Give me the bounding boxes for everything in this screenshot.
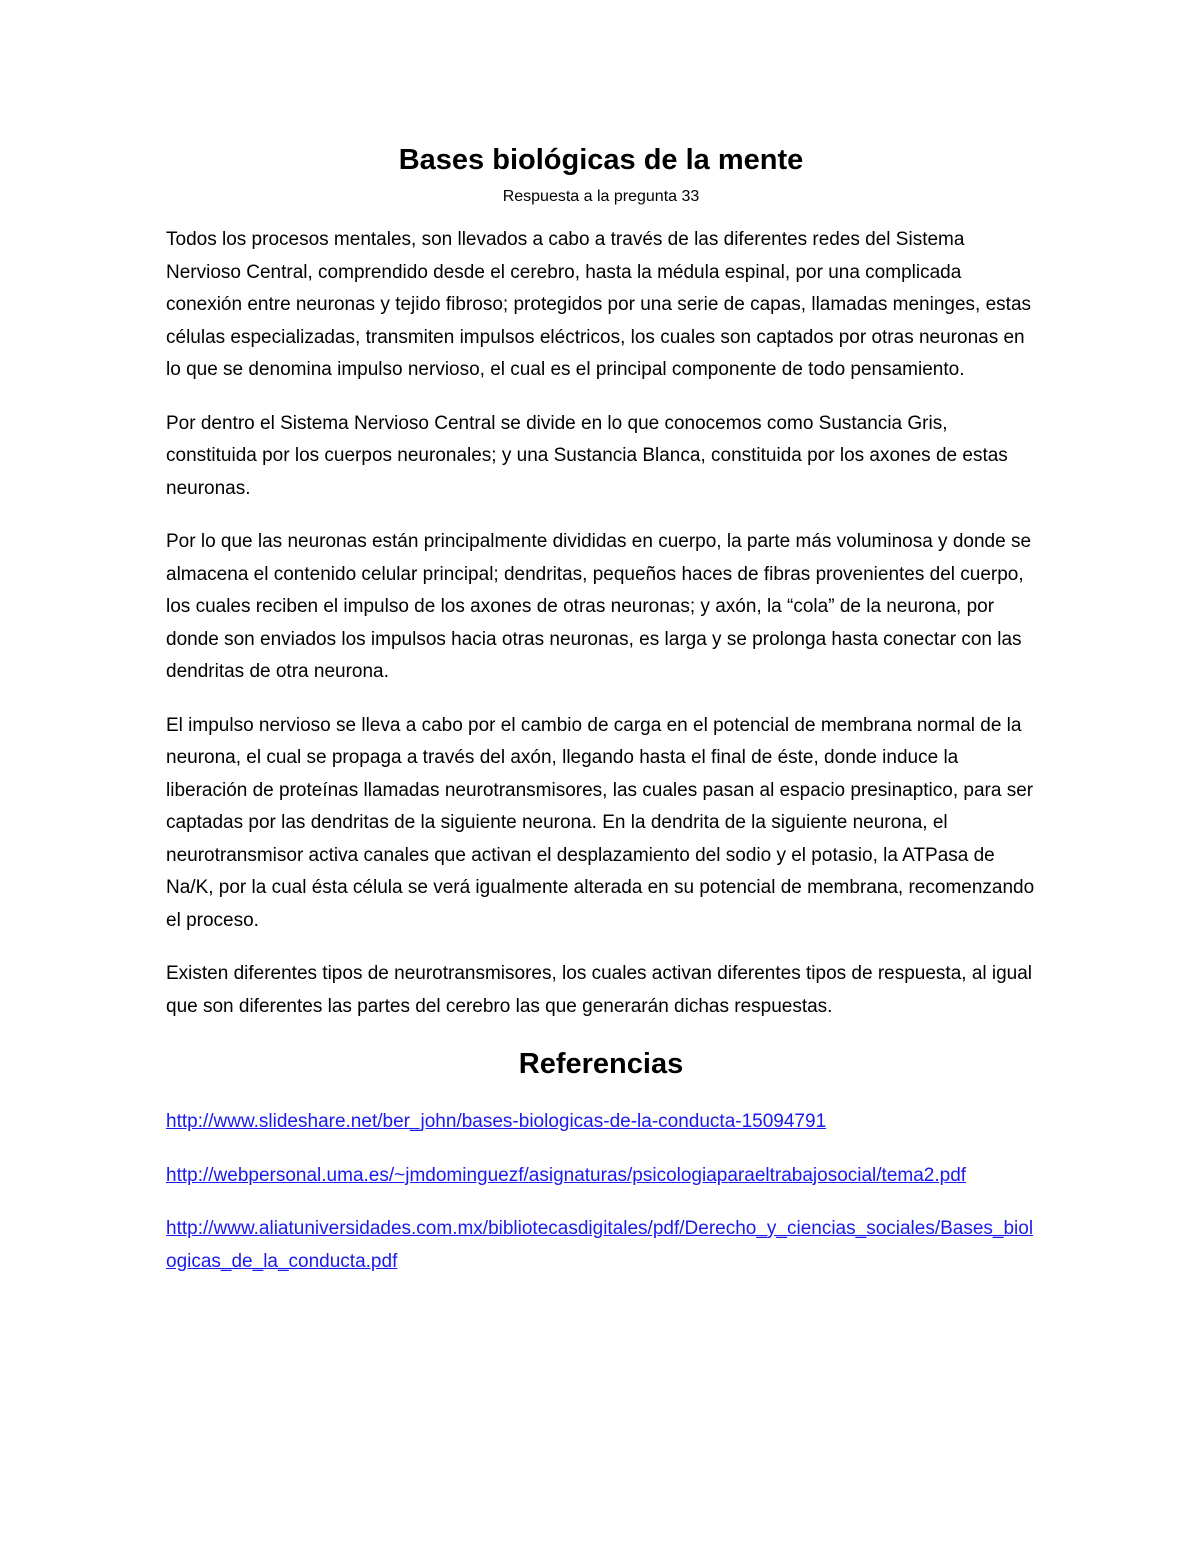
body-paragraph: Por lo que las neuronas están principalmente divididas en cuerpo, la parte más voluminosa y donde se almacena el contenido celular principal; dendritas, pequeños haces de fibras provenientes del cuerpo, los cuales reciben el impulso de los axones de otras neuronas; y axón, la “cola” de la neurona, por donde son enviados los impulsos hacia otras neuronas, es larga y se prolonga hasta conectar con las dendritas de otra neurona.	[166, 531, 1032, 682]
document-body	[166, 224, 1036, 1023]
document-subtitle: Respuesta a la pregunta 33	[502, 188, 700, 205]
reference-item	[166, 1213, 1036, 1278]
reference-link[interactable]: http://webpersonal.uma.es/~jmdominguezf/asignaturas/psicologiaparaeltrabajosocial/tema2.pdf	[166, 1164, 967, 1186]
reference-link[interactable]: http://www.aliatuniversidades.com.mx/bibliotecasdigitales/pdf/Derecho_y_ciencias_sociales/Bases_biologicas_de_la_conducta.pdf	[166, 1218, 1034, 1272]
body-paragraph: Existen diferentes tipos de neurotransmisores, los cuales activan diferentes tipos de respuesta, al igual que son diferentes las partes del cerebro las que generarán dichas respuestas.	[166, 963, 1033, 1017]
body-paragraph: Por dentro el Sistema Nervioso Central se divide en lo que conocemos como Sustancia Gris, constituida por los cuerpos neuronales; y una Sustancia Blanca, constituida por los axones de estas neuronas.	[166, 412, 1008, 499]
body-paragraph: Todos los procesos mentales, son llevados a cabo a través de las diferentes redes del Sistema Nervioso Central, comprendido desde el cerebro, hasta la médula espinal, por una complicada conexión entre neuronas y tejido fibroso; protegidos por una serie de capas, llamadas meninges, estas células especializadas, transmiten impulsos eléctricos, los cuales son captados por otras neuronas en lo que se denomina impulso nervioso, el cual es el principal componente de todo pensamiento.	[166, 229, 1032, 380]
reference-link[interactable]: http://www.slideshare.net/ber_john/bases-biologicas-de-la-conducta-15094791	[166, 1111, 827, 1132]
references-list	[166, 1106, 1036, 1278]
reference-item	[166, 1160, 1036, 1193]
document-page	[166, 140, 1036, 1299]
reference-item	[166, 1106, 1036, 1139]
references-heading: Referencias	[518, 1048, 684, 1080]
body-paragraph: El impulso nervioso se lleva a cabo por el cambio de carga en el potencial de membrana normal de la neurona, el cual se propaga a través del axón, llegando hasta el final de éste, donde induce la liberación de proteínas llamadas neurotransmisores, las cuales pasan al espacio presinaptico, para ser captadas por las dendritas de la siguiente neurona. En la dendrita de la siguiente neurona, el neurotransmisor activa canales que activan el desplazamiento del sodio y el potasio, la ATPasa de Na/K, por la cual ésta célula se verá igualmente alterada en su potencial de membrana, recomenzando el proceso.	[166, 714, 1035, 931]
document-title: Bases biológicas de la mente	[398, 144, 804, 176]
